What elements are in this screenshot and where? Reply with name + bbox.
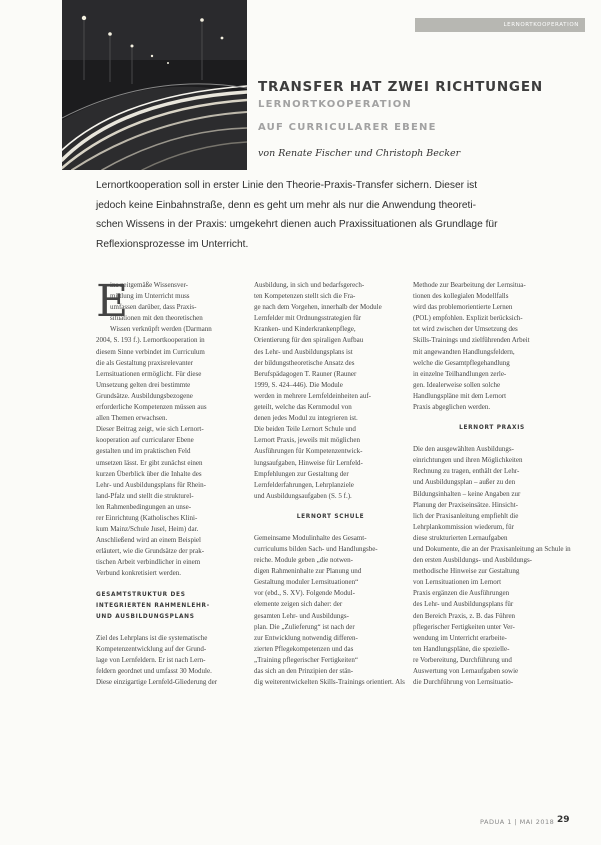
body-text-line: re Vorbereitung, Durchführung und — [413, 655, 512, 664]
body-text-line: lage von Lernfeldern. Er ist nach Lern- — [96, 655, 206, 664]
body-text-line: allen Themen erwachsen. — [96, 414, 168, 423]
body-text-line: Praxis ergänzen die Ausführungen — [413, 589, 510, 598]
body-text-line: Rechnung zu tragen, enthält der Lehr- — [413, 467, 520, 476]
body-text-line: Orientierung für den spiraligen Aufbau — [254, 336, 364, 345]
article-subtitle-1: LERNORTKOOPERATION — [258, 99, 412, 110]
body-text-line: umfassen darüber, dass Praxis- — [110, 303, 197, 312]
body-text-line: Bildungsinhalten – keine Angaben zur — [413, 489, 521, 498]
body-text-line: des Lehr- und Ausbildungsplans für — [413, 600, 514, 609]
body-text-line: feldern geordnet und umfasst 30 Module. — [96, 666, 212, 675]
page-number: 29 — [557, 815, 570, 825]
body-text-line: gesamten Lehr- und Ausbildungs- — [254, 611, 349, 620]
spacer — [96, 623, 249, 633]
body-text-line: lich der Praxisanleitung empfiehlt die — [413, 511, 519, 520]
body-text-line: das sich an den Prinzipien der stän- — [254, 667, 354, 675]
body-text-line: dig weiterentwickelten Skills-Trainings orientiert. Als — [254, 678, 405, 687]
body-text-line: die Durchführung von Lernsituatio- — [413, 678, 514, 687]
lead-line: jedoch keine Einbahnstraße, denn es geht um mehr als nur die Anwendung theoreti- — [96, 199, 477, 211]
body-text-line: ten Kompetenzen stellt sich die Fra- — [254, 292, 356, 301]
highway-light-trails-photo — [62, 0, 247, 170]
spacer — [254, 502, 407, 512]
body-text-line: die als Gestaltung praxisrelevanter — [96, 358, 193, 367]
body-text-line: von Lernsituationen im Lernort — [413, 578, 502, 587]
body-text-line: ine zeitgemäße Wissensver- — [110, 281, 188, 289]
body-text-line: reiche. Module geben „die notwen- — [254, 556, 353, 565]
body-text-line: erforderliche Kompetenzen müssen aus — [96, 403, 207, 412]
body-text-line: Die den ausgewählten Ausbildungs- — [413, 445, 514, 454]
article-subtitle-2: AUF CURRICULARER EBENE — [258, 122, 437, 133]
section-label: LERNORTKOOPERATION — [503, 22, 579, 28]
body-text-line: kooperation auf curricularer Ebene — [96, 436, 194, 445]
body-text-line: Berufspädagogen T. Rauner (Rauner — [254, 369, 357, 378]
body-text-line: Lehr- und Ausbildungsplans für Rhein- — [96, 480, 206, 489]
body-text-line: Ausbildung, in sich und bedarfsgerech- — [254, 281, 365, 289]
body-text-line: wird das problemorientierte Lernen — [413, 303, 513, 312]
issue-info: PADUA 1 | MAI 2018 — [480, 818, 555, 826]
section-heading: LERNORT SCHULE — [296, 513, 365, 520]
body-text-line: diese strukturierten Lernaufgaben — [413, 533, 508, 542]
body-text-line: Ausführungen für Kompetenzentwick- — [254, 447, 363, 456]
body-text-line: Planung der Praxiseinsätze. Hinsicht- — [413, 500, 518, 509]
body-text-line: 2004, S. 193 f.). Lernortkooperation in — [96, 336, 205, 345]
body-text-line: land-Pfalz und stellt die strukturel- — [96, 491, 194, 500]
body-text-line: Auswertung von Lernaufgaben sowie — [413, 667, 519, 675]
body-text-line: Kompetenzentwicklung auf der Grund- — [96, 644, 207, 653]
body-text-line: werden in mehrere Lernfeldeinheiten auf- — [254, 391, 371, 400]
body-text-line: Gemeinsame Modulinhalte des Gesamt- — [254, 533, 367, 542]
body-text-line: erläutert, wie die Grundsätze der prak- — [96, 547, 205, 556]
body-text-line: den ersten Ausbildungs- und Ausbildungs- — [413, 556, 532, 565]
body-text-line: situationen mit den theoretischen — [110, 314, 203, 323]
section-heading: GESAMTSTRUKTUR DES — [96, 591, 186, 598]
body-text-line: geteilt, welche das Kernmodul von — [254, 403, 352, 412]
lead-paragraph — [96, 176, 526, 254]
body-text-line: wendung im Unterricht erarbeite- — [413, 633, 507, 642]
body-text-line: elemente zeigen sich daher: der — [254, 600, 343, 609]
body-text-line: Lernsituationen ermöglicht. Für diese — [96, 369, 202, 378]
drop-cap: E — [96, 276, 129, 327]
section-heading: UND AUSBILDUNGSPLANS — [96, 613, 195, 620]
body-text-line: Anschließend wird an einem Beispiel — [96, 536, 201, 545]
body-text-line: plan. Die „Zulieferung“ ist nach der — [254, 622, 355, 631]
body-text-line: kurzen Überblick über die Inhalte des — [96, 469, 202, 478]
body-text-line: Lernfelder mit Ordnungsstrategien für — [254, 314, 362, 323]
lead-line: Reflexionsprozesse im Unterricht. — [96, 238, 249, 250]
section-label-band — [415, 18, 585, 32]
body-text-line: Praxis abgeglichen werden. — [413, 403, 491, 412]
spacer — [413, 434, 571, 444]
lead-line: Lernortkooperation soll in erster Linie den Theorie-Praxis-Transfer sichern. Dieser ist — [96, 180, 478, 191]
body-text-line: vor (ebd., S. XV). Folgende Modul- — [254, 589, 355, 598]
body-text-line: gestalten und im praktischen Feld — [96, 447, 191, 456]
body-text-line: des Lehr- und Ausbildungsplans ist — [254, 347, 353, 356]
body-text-line: Empfehlungen zur Gestaltung der — [254, 469, 349, 478]
body-text-line: „Training pflegerischer Fertigkeiten“ — [254, 655, 358, 664]
section-heading: INTEGRIERTEN RAHMENLEHR- — [96, 602, 210, 609]
body-text-line: 1999, S. 424–446). Die Module — [254, 380, 343, 389]
body-text-line: rer Einrichtung (Katholisches Klini- — [96, 513, 198, 522]
body-text-line: zur Entwicklung notwendig differen- — [254, 633, 358, 642]
body-text-line: (POL) empfohlen. Explizit berücksich- — [413, 314, 523, 323]
body-text-line: Umsetzung gelten drei bestimmte — [96, 380, 191, 389]
body-text-line: Skills-Trainings und zielführenden Arbeit — [413, 336, 530, 345]
body-text-line: mit angewandten Handlungsfeldern, — [413, 347, 515, 356]
body-text-line: einrichtungen und ihren Möglichkeiten — [413, 456, 523, 465]
body-text-line: lungsaufgaben, Hinweise für Lernfeld- — [254, 458, 363, 467]
body-text-line: ten Handlungspläne, die spezielle- — [413, 644, 510, 653]
body-text-line: und Dokumente, die an der Praxisanleitung an Schule in — [413, 544, 571, 553]
spacer — [96, 580, 249, 590]
body-text-line: umsetzen lässt. Er gibt zunächst einen — [96, 458, 203, 467]
body-text-line: welche die Gesamtpflegehandlung — [413, 358, 510, 367]
body-text-line: Lernort Praxis, jeweils mit möglichen — [254, 436, 360, 445]
body-text-line: Ziel des Lehrplans ist die systematische — [96, 633, 208, 642]
body-text-line: diesem Sinne verbindet im Curriculum — [96, 347, 205, 356]
body-text-line: Lernfelderfahrungen, Lehrplanziele — [254, 480, 354, 489]
body-text-line: und Ausbildungsaufgaben (S. 5 f.). — [254, 491, 352, 500]
body-text-line: len Rahmenbedingungen an unse- — [96, 502, 192, 511]
body-text-line: und Ausbildungsplan – außer zu den — [413, 478, 516, 487]
body-text-line: zierten Pflegekompetenzen und das — [254, 644, 354, 653]
body-text-line: denen jedes Modul zu integrieren ist. — [254, 414, 358, 423]
article-authors: von Renate Fischer und Christoph Becker — [258, 148, 461, 159]
body-text-line: Handlungspläne mit dem Lernort — [413, 391, 507, 400]
body-text-line: Gestaltung moduler Lernsituationen“ — [254, 578, 359, 587]
body-text-line: Lehrplankommission wiederum, für — [413, 522, 514, 531]
text-column-2 — [254, 280, 407, 688]
body-text-line: der bildungstheoretische Ansatz des — [254, 358, 355, 367]
body-text-line: Wissen verknüpft werden (Darmann — [110, 325, 212, 334]
body-text-line: methodische Hinweise zur Gestaltung — [413, 567, 520, 576]
body-text-line: Verbund konkretisiert werden. — [96, 569, 181, 578]
text-column-1 — [96, 276, 249, 688]
body-text-line: in einzelne Teilhandlungen zerle- — [413, 369, 507, 378]
body-text-line: digen Rahmeninhalte zur Planung und — [254, 567, 362, 576]
body-text-line: tet wird zwischen der Umsetzung des — [413, 325, 518, 334]
body-text-line: pflegerischer Fertigkeiten unter Ver- — [413, 622, 515, 631]
body-text-line: Diese einzigartige Lernfeld-Gliederung der — [96, 677, 218, 686]
body-text-line: tischen Arbeit verbindlicher in einem — [96, 558, 201, 567]
body-text-line: den Bereich Praxis, z. B. das Führen — [413, 611, 516, 620]
body-text-line: Methode zur Bearbeitung der Lernsitua- — [413, 281, 526, 289]
body-text-line: mittlung im Unterricht muss — [110, 292, 190, 301]
spacer — [413, 413, 571, 423]
body-text-line: gen. Idealerweise sollen solche — [413, 380, 501, 389]
article-title: TRANSFER HAT ZWEI RICHTUNGEN — [258, 79, 543, 95]
body-text-line: Kranken- und Kinderkrankenpflege, — [254, 325, 356, 334]
section-heading: LERNORT PRAXIS — [459, 425, 525, 432]
text-column-3 — [413, 280, 571, 688]
body-text-line: curriculums bilden Sach- und Handlungsbe- — [254, 544, 378, 553]
body-text-line: kum Mainz/Schule Jusel, Heim) dar. — [96, 525, 199, 534]
body-text-line: tionen des kollegialen Modellfalls — [413, 292, 509, 301]
body-text-line: ge nach dem Vorgehen, innerhalb der Module — [254, 303, 382, 312]
spacer — [254, 523, 407, 533]
body-text-line: Grundsätze. Ausbildungsbezogene — [96, 391, 193, 400]
body-text-line: Die beiden Teile Lernort Schule und — [254, 425, 356, 434]
body-text-line: Dieser Beitrag zeigt, wie sich Lernort- — [96, 425, 204, 434]
lead-line: schen Wissens in der Praxis: umgekehrt dienen auch Praxissituationen als Grundlage für — [96, 219, 498, 230]
